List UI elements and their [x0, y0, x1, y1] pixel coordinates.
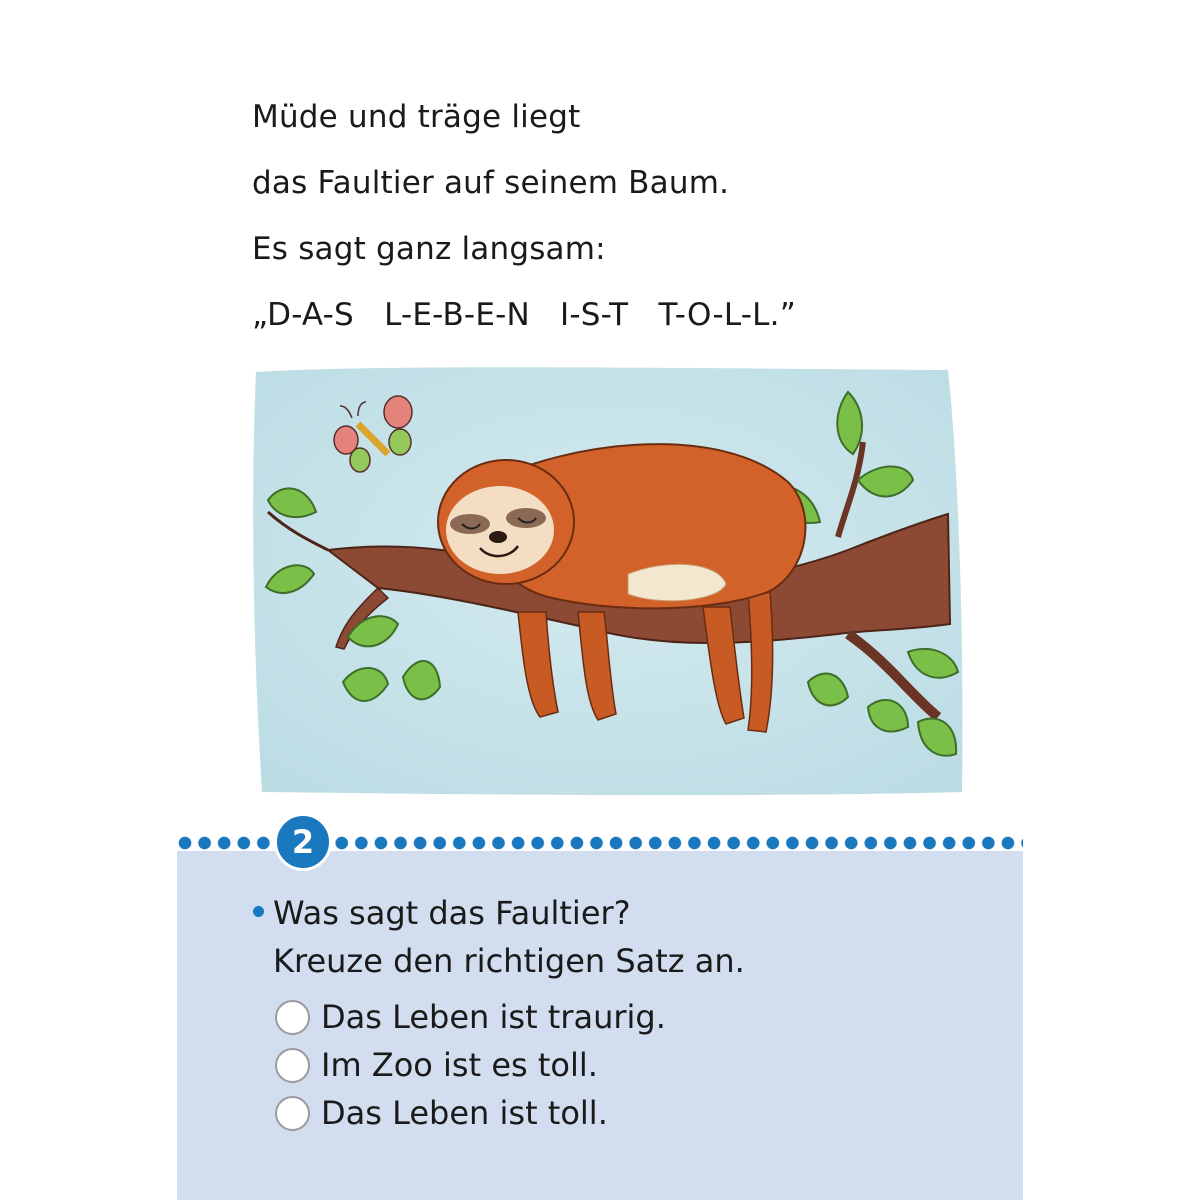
- answer-options: [275, 993, 666, 1137]
- answer-option-label: Das Leben ist traurig.: [321, 998, 666, 1036]
- radio-circle-icon[interactable]: [275, 1000, 310, 1035]
- answer-option-label: Im Zoo ist es toll.: [321, 1046, 598, 1084]
- sloth-illustration: [248, 362, 970, 798]
- story-line-spelled-quote: „D-A-S L-E-B-E-N I-S-T T-O-L-L.”: [252, 297, 796, 333]
- radio-circle-icon[interactable]: [275, 1096, 310, 1131]
- story-line: Es sagt ganz langsam:: [252, 231, 606, 267]
- instruction: [273, 889, 745, 985]
- story-line: das Faultier auf seinem Baum.: [252, 165, 730, 201]
- answer-option[interactable]: [275, 1041, 666, 1089]
- exercise-number-badge: 2: [274, 813, 332, 871]
- story-text: [252, 84, 1052, 348]
- answer-option[interactable]: [275, 1089, 666, 1137]
- answer-option[interactable]: [275, 993, 666, 1041]
- radio-circle-icon[interactable]: [275, 1048, 310, 1083]
- answer-option-label: Das Leben ist toll.: [321, 1094, 608, 1132]
- exercise-panel: [177, 823, 1023, 1200]
- story-line: Müde und träge liegt: [252, 99, 581, 135]
- bullet-icon: [253, 906, 264, 917]
- instruction-question: Was sagt das Faultier?: [273, 894, 631, 932]
- instruction-task: Kreuze den richtigen Satz an.: [273, 942, 745, 980]
